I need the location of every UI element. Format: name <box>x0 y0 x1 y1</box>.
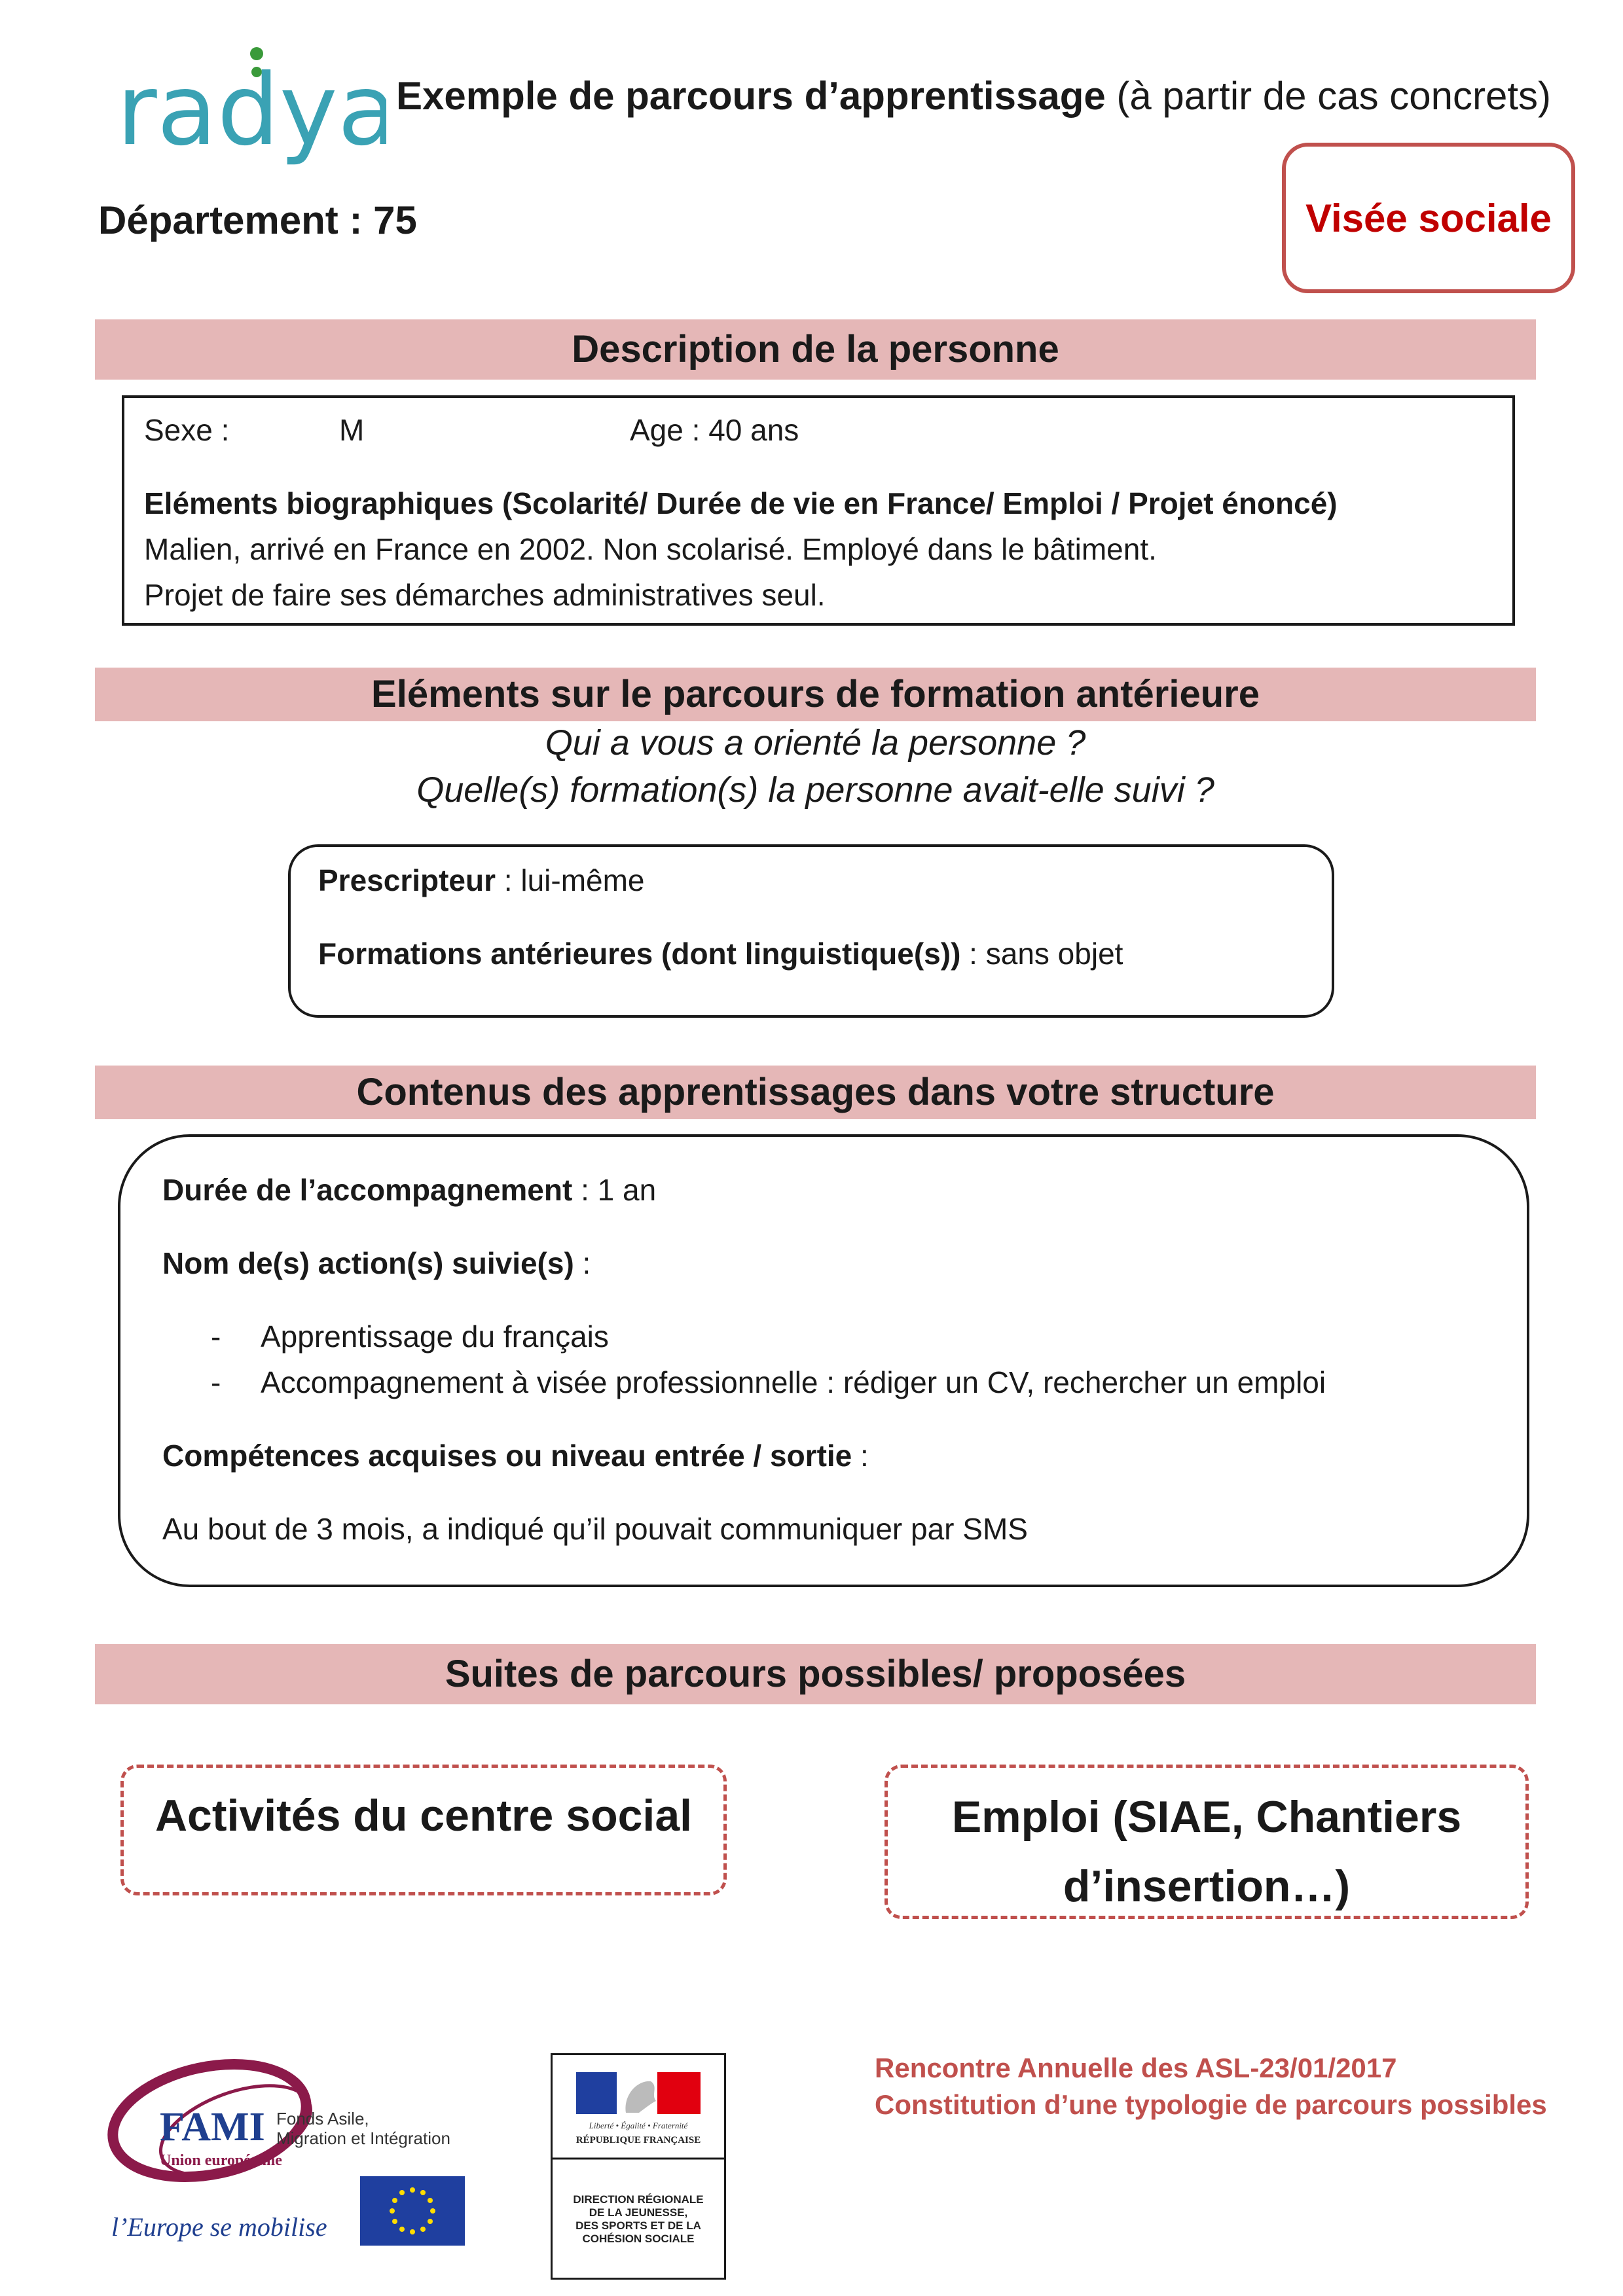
sexe-value: M <box>339 413 365 447</box>
suite-option-centre-social <box>120 1765 727 1895</box>
formations-value: : sans objet <box>960 937 1123 971</box>
competences-text: Au bout de 3 mois, a indiqué qu’il pouvait communiquer par SMS <box>162 1512 1028 1546</box>
document-title-bold: Exemple de parcours d’apprentissage <box>396 74 1106 118</box>
prescripteur-line <box>318 863 645 898</box>
document-title-rest: (à partir de cas concrets) <box>1105 74 1551 118</box>
section-heading-description: Description de la personne <box>95 319 1536 380</box>
marianne-graphic <box>553 2055 724 2278</box>
contenus-box <box>118 1134 1529 1587</box>
eu-flag-icon <box>360 2176 465 2246</box>
rf-name: RÉPUBLIQUE FRANÇAISE <box>575 2135 701 2145</box>
formations-line <box>318 936 1123 971</box>
competences-line <box>162 1438 869 1473</box>
radya-logo <box>111 39 386 170</box>
suite-option-emploi <box>884 1765 1529 1919</box>
departement-label: Département : 75 <box>98 198 417 242</box>
suite-option-emploi-line-1: Emploi (SIAE, Chantiers <box>951 1792 1462 1842</box>
question-formations: Quelle(s) formation(s) la personne avait-elle suivi ? <box>416 770 1214 810</box>
actions-label: Nom de(s) action(s) suivie(s) <box>162 1246 574 1280</box>
footer-event-line-2: Constitution d’une typologie de parcours possibles <box>875 2089 1547 2120</box>
competences-suffix: : <box>852 1439 869 1473</box>
document-title <box>396 73 1551 118</box>
section-heading-contenus: Contenus des apprentissages dans votre structure <box>95 1066 1536 1119</box>
prescripteur-label: Prescripteur <box>318 863 496 897</box>
question-orientation: Qui a vous a orienté la personne ? <box>545 723 1086 762</box>
description-box <box>122 395 1515 626</box>
action-item: Apprentissage du français <box>261 1319 609 1354</box>
fami-subtitle-2: Migration et Intégration <box>276 2128 450 2148</box>
duree-label: Durée de l’accompagnement <box>162 1173 573 1207</box>
bio-heading: Eléments biographiques (Scolarité/ Durée de vie en France/ Emploi / Projet énoncé) <box>144 486 1338 520</box>
fami-logo-graphic <box>105 2055 471 2251</box>
vise-sociale-badge <box>1282 143 1575 293</box>
suite-option-emploi-line-2: d’insertion…) <box>1063 1861 1351 1911</box>
action-bullet: - <box>211 1319 221 1354</box>
actions-suffix: : <box>574 1246 591 1280</box>
competences-label: Compétences acquises ou niveau entrée / sortie <box>162 1439 852 1473</box>
bio-line-1: Malien, arrivé en France en 2002. Non scolarisé. Employé dans le bâtiment. <box>144 532 1157 566</box>
fami-slogan: l’Europe se mobilise <box>111 2212 327 2242</box>
parcours-anterieur-box <box>288 844 1334 1018</box>
action-bullet: - <box>211 1365 221 1399</box>
bio-line-2: Projet de faire ses démarches administratives seul. <box>144 578 826 612</box>
footer-event-line-1: Rencontre Annuelle des ASL-23/01/2017 <box>875 2053 1397 2083</box>
radya-logo-graphic <box>111 39 386 170</box>
duree-value: : 1 an <box>572 1173 657 1207</box>
fami-subtitle-1: Fonds Asile, <box>276 2109 369 2128</box>
vise-sociale-label: Visée sociale <box>1305 196 1552 240</box>
direction-line-4: COHÉSION SOCIALE <box>582 2233 695 2245</box>
action-item: Accompagnement à visée professionnelle : rédiger un CV, rechercher un emploi <box>261 1365 1326 1399</box>
age-label: Age : 40 ans <box>630 413 799 447</box>
fami-name: FAMI <box>160 2105 265 2149</box>
prescripteur-value: : lui-même <box>496 863 645 897</box>
sexe-label: Sexe : <box>144 413 230 447</box>
fami-union: Union européenne <box>160 2152 282 2169</box>
duree-line <box>162 1172 656 1208</box>
republique-francaise-logo <box>551 2053 726 2280</box>
rf-motto: Liberté • Égalité • Fraternité <box>589 2121 688 2130</box>
actions-line <box>162 1246 591 1281</box>
direction-line-3: DES SPORTS ET DE LA <box>575 2219 701 2232</box>
section-heading-parcours-anterieur: Eléments sur le parcours de formation antérieure <box>95 668 1536 721</box>
radya-logo-text: radya <box>117 54 386 168</box>
section-heading-suites: Suites de parcours possibles/ proposées <box>95 1644 1536 1704</box>
direction-line-2: DE LA JEUNESSE, <box>589 2206 688 2219</box>
formations-label: Formations antérieures (dont linguistique(s)) <box>318 937 961 971</box>
fami-logo <box>105 2055 471 2251</box>
suite-option-centre-social-label: Activités du centre social <box>155 1791 693 1840</box>
direction-line-1: DIRECTION RÉGIONALE <box>573 2193 704 2206</box>
